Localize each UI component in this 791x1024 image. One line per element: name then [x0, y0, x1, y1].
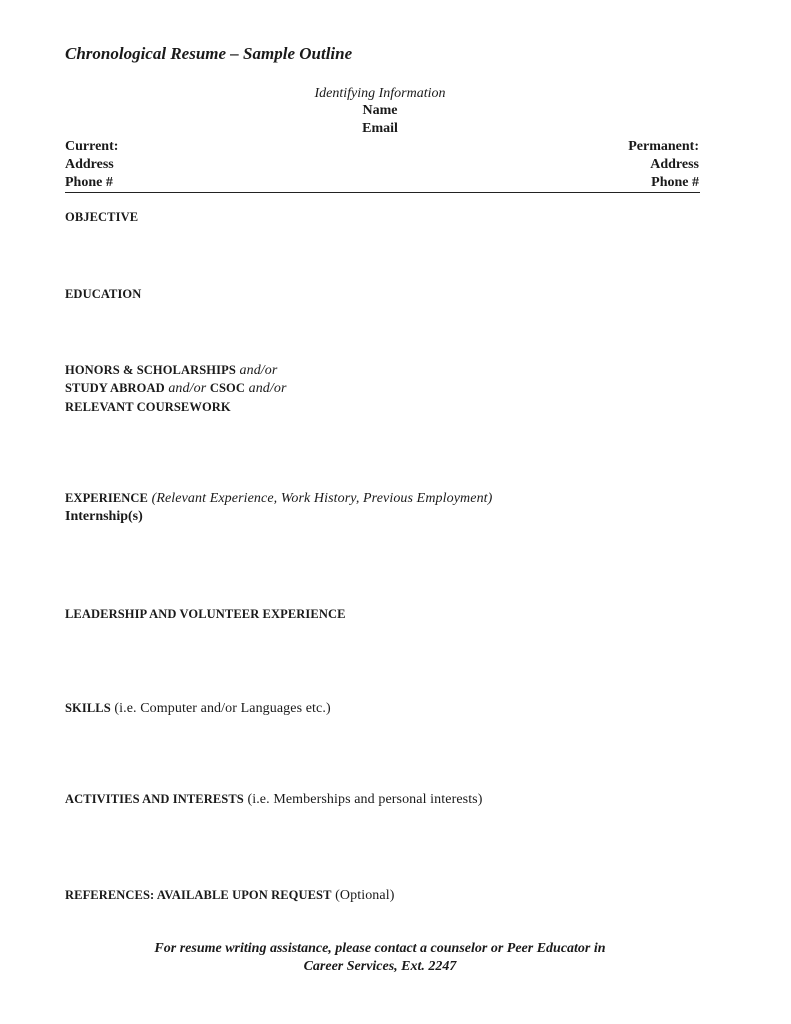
experience-note: (Relevant Experience, Work History, Previous Employment): [147, 491, 493, 506]
header-divider: [65, 192, 700, 193]
identifying-email: Email: [362, 121, 398, 136]
section-education: EDUCATION: [65, 287, 142, 301]
section-experience: [65, 491, 492, 507]
references-note: (Optional): [331, 888, 395, 903]
current-address: Address: [65, 157, 114, 172]
section-objective: OBJECTIVE: [65, 210, 139, 224]
honors-andor: and/or: [235, 363, 278, 378]
section-honors-line-1: [65, 363, 277, 379]
csoc-label: CSOC: [209, 381, 245, 395]
experience-label: EXPERIENCE: [65, 491, 148, 505]
permanent-address: Address: [650, 157, 699, 172]
skills-note: (i.e. Computer and/or Languages etc.): [110, 701, 331, 716]
references-label: REFERENCES: AVAILABLE UPON REQUEST: [65, 888, 332, 902]
section-honors-line-2: [65, 381, 287, 397]
skills-label: SKILLS: [65, 701, 111, 715]
honors-label: HONORS & SCHOLARSHIPS: [65, 363, 236, 377]
study-abroad-andor: and/or: [164, 381, 210, 396]
permanent-phone: Phone #: [651, 175, 699, 190]
section-honors-line-3: RELEVANT COURSEWORK: [65, 400, 231, 414]
footer-line-2: Career Services, Ext. 2247: [303, 959, 457, 974]
current-phone: Phone #: [65, 175, 113, 190]
section-leadership: LEADERSHIP AND VOLUNTEER EXPERIENCE: [65, 607, 346, 621]
activities-note: (i.e. Memberships and personal interests): [243, 792, 483, 807]
identifying-heading: Identifying Information: [314, 86, 446, 101]
internships-label: Internship(s): [65, 509, 143, 524]
identifying-name: Name: [362, 103, 398, 118]
section-skills: [65, 701, 331, 717]
section-activities: [65, 792, 483, 808]
current-label: Current:: [65, 139, 119, 154]
study-abroad-label: STUDY ABROAD: [65, 381, 165, 395]
document-title: Chronological Resume – Sample Outline: [65, 44, 353, 63]
activities-label: ACTIVITIES AND INTERESTS: [65, 792, 244, 806]
csoc-andor: and/or: [245, 381, 287, 396]
permanent-label: Permanent:: [628, 139, 699, 154]
footer-line-1: For resume writing assistance, please contact a counselor or Peer Educator in: [154, 941, 606, 956]
section-references: [65, 888, 394, 904]
